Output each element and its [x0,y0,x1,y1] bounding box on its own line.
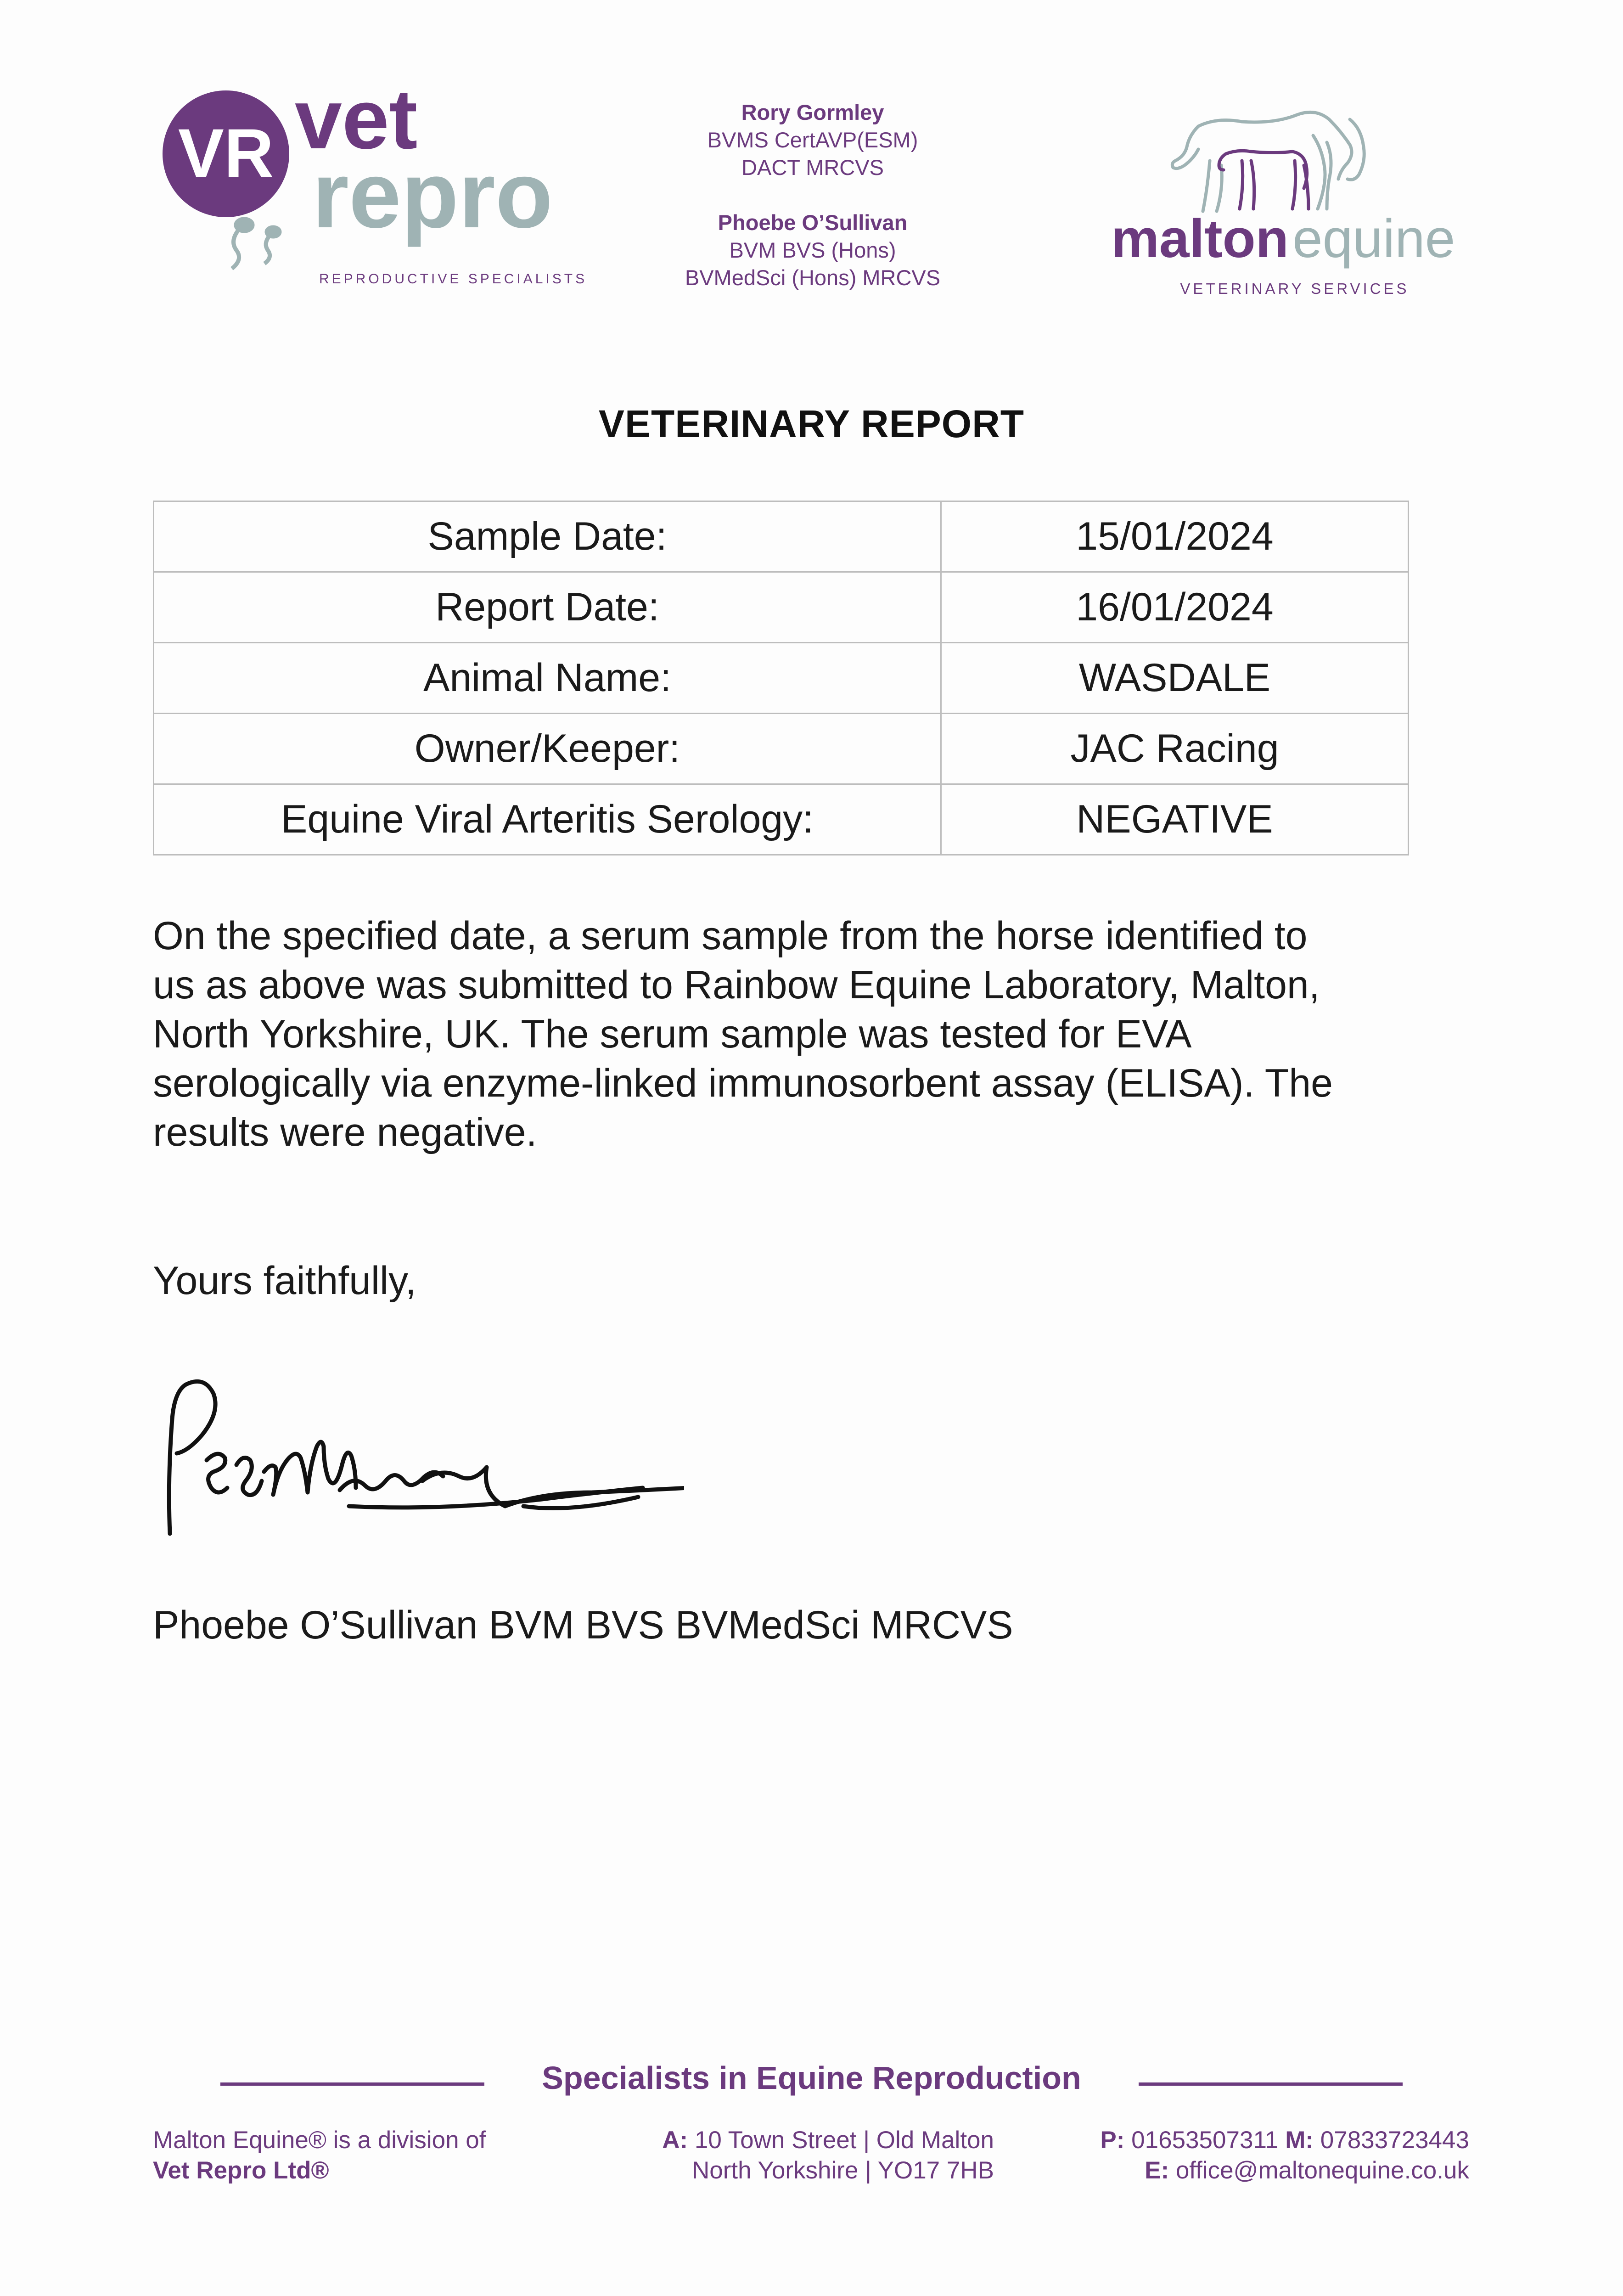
footer-company [153,2125,566,2186]
owner-keeper-label: Owner/Keeper: [154,714,941,784]
malton-equine-tagline: VETERINARY SERVICES [1180,280,1410,297]
sample-date-value: 15/01/2024 [941,501,1409,572]
handwritten-signature [156,1373,684,1543]
equine-wordmark: equine [1292,208,1455,269]
division-text: Malton Equine® is a division of [153,2127,486,2154]
report-date-label: Report Date: [154,572,941,643]
vet-repro-tagline: REPRODUCTIVE SPECIALISTS [319,271,588,287]
closing-salutation: Yours faithfully, [153,1259,416,1303]
phone-label: P: [1100,2127,1125,2154]
table-row [154,572,1409,643]
tagline-rule-right [1139,2082,1403,2086]
vet-repro-logo [161,90,620,292]
eva-serology-label: Equine Viral Arteritis Serology: [154,784,941,855]
sample-date-label: Sample Date: [154,501,941,572]
footer-tagline: Specialists in Equine Reproduction [542,2060,1081,2096]
company-name: Vet Repro Ltd® [153,2157,329,2184]
foal-icon [1219,151,1309,209]
body-line: results were negative. [153,1110,537,1154]
body-line: On the specified date, a serum sample from the horse identified to [153,914,1308,958]
footer-address [597,2125,994,2186]
report-date-value: 16/01/2024 [941,572,1409,643]
sperm-icon [232,219,280,269]
vet-qualification: BVMS CertAVP(ESM) [707,128,918,152]
eva-serology-value: NEGATIVE [941,784,1409,855]
repro-wordmark: repro [312,142,553,248]
footer-contact [1033,2125,1469,2186]
vet-wordmark: vet [295,90,418,167]
malton-equine-logo [1111,92,1478,308]
email-label: E: [1145,2157,1169,2184]
vet-credentials [624,99,1001,292]
mobile-number: 07833723443 [1320,2127,1469,2154]
animal-name-value: WASDALE [941,643,1409,714]
animal-name-label: Animal Name: [154,643,941,714]
body-line: North Yorkshire, UK. The serum sample was tested for EVA [153,1012,1192,1056]
email-address[interactable]: office@maltonequine.co.uk [1175,2157,1469,2184]
vet-name: Phoebe O’Sullivan [718,210,908,235]
body-line: us as above was submitted to Rainbow Equine Laboratory, Malton, [153,963,1320,1007]
mobile-label: M: [1285,2127,1314,2154]
table-row [154,784,1409,855]
address-line-1: 10 Town Street | Old Malton [694,2127,994,2154]
owner-keeper-value: JAC Racing [941,714,1409,784]
vet-qualification: BVM BVS (Hons) [729,238,896,262]
phone-number: 01653507311 [1131,2127,1279,2154]
malton-wordmark: malton [1111,208,1289,269]
vet-qualification: DACT MRCVS [741,155,884,180]
address-line-2: North Yorkshire | YO17 7HB [692,2157,994,2184]
footer-tagline-row [220,2060,1403,2105]
address-label: A: [662,2127,688,2154]
table-row [154,501,1409,572]
report-body [153,912,1438,1157]
report-title: VETERINARY REPORT [598,402,1025,445]
vet-name: Rory Gormley [741,100,884,124]
vr-monogram: VR [178,114,274,191]
signatory-name: Phoebe O’Sullivan BVM BVS BVMedSci MRCVS [153,1603,1013,1647]
report-details-table [153,501,1409,855]
horse-icon [1172,112,1364,211]
body-line: serologically via enzyme-linked immunosorbent assay (ELISA). The [153,1061,1333,1105]
table-row [154,643,1409,714]
vet-qualification: BVMedSci (Hons) MRCVS [685,265,941,290]
table-row [154,714,1409,784]
